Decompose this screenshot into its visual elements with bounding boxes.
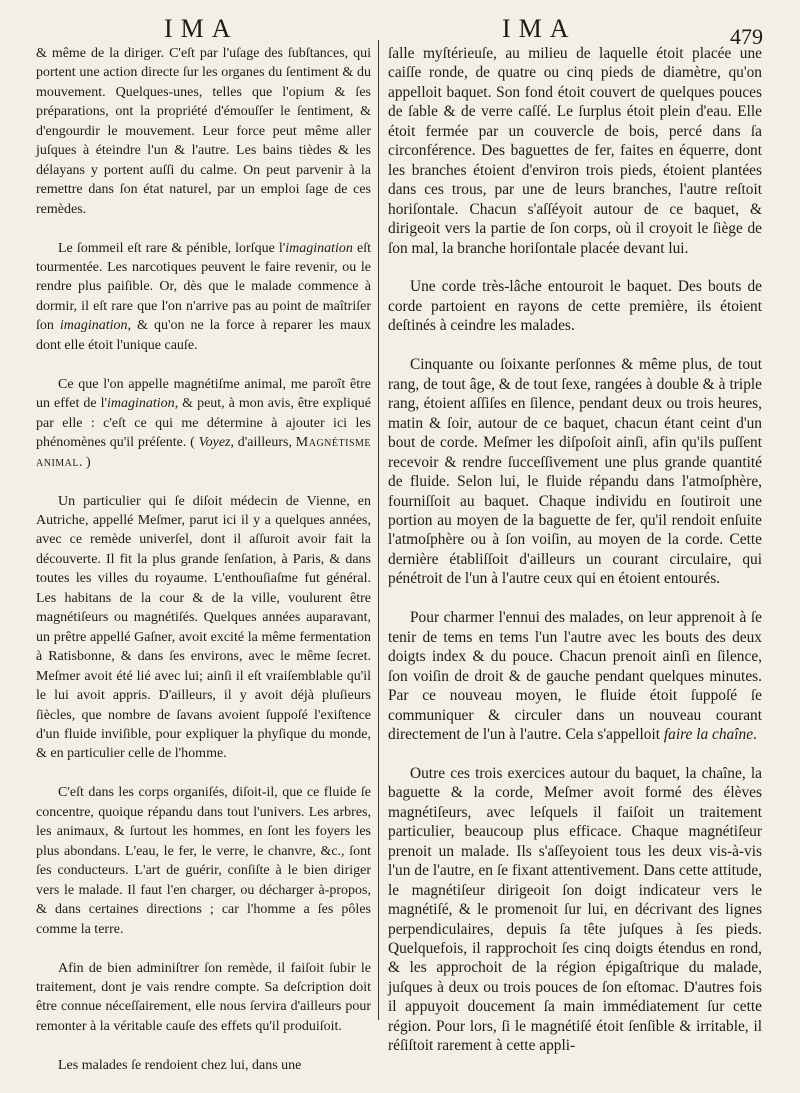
emphasis: imagination [285, 240, 353, 256]
emphasis: faire la chaîne [663, 726, 754, 743]
left-column [36, 44, 371, 1075]
text-run: , d'ailleurs, [230, 435, 296, 451]
paragraph: Une corde très-lâche entouroit le baquet. Des bouts de corde partoient en rayons de cette première, ils étoient deſtinés à ceindre les malades. [388, 278, 762, 335]
emphasis: Voyez [198, 435, 231, 451]
column-divider [378, 40, 379, 1020]
text-run: Ce que l'on appelle magnétiſme animal, me paroît être un effet de l' [36, 376, 371, 412]
cross-reference: Magnétisme animal [36, 435, 372, 470]
text-run: eſt tourmentée. Les narcotiques peuvent le faire revenir, ou le rendre plus paiſible. Or, dès que le malade commence à dormir, il eſt rare que l'on n'arrive pas au point de maîtriſer ſon [36, 240, 371, 334]
paragraph [36, 239, 371, 356]
running-title-right: IMA [502, 14, 577, 43]
emphasis: imagination [107, 396, 175, 412]
paragraph [36, 375, 371, 472]
text-run: , & qu'on ne la force à reparer les maux dont elle étoit l'unique cauſe. [36, 318, 371, 353]
paragraph [388, 608, 762, 744]
paragraph: Cinquante ou ſoixante perſonnes & même plus, de tout rang, de tout âge, & de tout ſexe, rangées à double & à triple rang, étoient aſſiſes en ſilence, pendant deux ou trois heures, matin & ſoir, autour de ce baquet, chacun étant ceint d'un bout de corde. Meſmer les diſpoſoit ainſi, afin qu'ils puſſent recevoir & rendre ſucceſſivement une plus grande quantité de fluide. Selon lui, le fluide répandu dans l'atmoſphère, fourniſſoit au baquet. Chaque individu en ſoutiroit une portion au moyen de la baguette de fer, qu'il rendoit enſuite l'atmoſphère ou à ſon voiſin, au moyen de la corde. Cette dernière établiſſoit d'ailleurs un courant circulaire, qui pénétroit de l'un à l'autre ceux qui en étoient entourés. [388, 356, 762, 588]
emphasis: imagination [59, 318, 128, 334]
paragraph: Afin de bien adminiſtrer ſon remède, il faiſoit ſubir le traitement, dont je vais rendre compte. Sa deſcription doit être connue néceſſairement, elle nous ſervira d'ailleurs pour remonter à la véritable cauſe des effets qu'il produiſoit. [36, 960, 371, 1034]
paragraph: Les malades ſe rendoient chez lui, dans une [58, 1057, 302, 1073]
text-run: . [753, 726, 757, 743]
right-column [388, 44, 762, 1056]
paragraph: & même de la diriger. C'eſt par l'uſage des ſubſtances, qui portent une action directe ſur les organes du ſentiment & du mouvement. Quelques-unes, telles que l'opium & ſes préparations, ont la propriété d'émouſſer le ſentiment, & d'engourdir le mouvement. Leur force peut même aller juſques à éteindre l'un & l'autre. Les bains tièdes & les délayans y portent auſſi du calme. On peut parvenir à la remettre dans ſon état naturel, par un emploi ſage de ces remèdes. [36, 46, 371, 217]
running-title-left: IMA [164, 14, 239, 43]
paragraph: Outre ces trois exercices autour du baquet, la chaîne, la baguette & la corde, Meſmer avoit formé des élèves magnétiſeurs, avec leſquels il faiſoit un traitement particulier, beaucoup plus efficace. Chaque magnétiſeur prenoit un malade. Ils s'aſſeyoient tous les deux vis-à-vis l'un de l'autre, en ſe fixant attentivement. Dans cette attitude, le magnétiſeur dirigeoit ſon doigt indicateur vers le magnétiſé, & le promenoit ſur lui, en décrivant des lignes perpendiculaires, depuis ſa tête juſques à ſes pieds. Quelquefois, il rapprochoit ſes cinq doigts étendus en rond, & les approchoit de la région épigaſtrique du malade, juſques à deux ou trois pouces de ſon eſtomac. D'autres fois il appuyoit doucement ſa main immédiatement ſur cette région. Pour lors, ſi le magnétiſé étoit ſenſible & irritable, il réſiſtoit rarement à cette appli- [388, 764, 762, 1055]
text-run: . ) [79, 454, 91, 470]
text-run: Le ſommeil eſt rare & pénible, lorſque l' [58, 240, 286, 256]
paragraph: ſalle myſtérieuſe, au milieu de laquelle étoit placée une caiſſe ronde, de quatre ou cinq pieds de diamètre, qu'on appelloit baquet. Son fond étoit couvert de quelques pouces de ſable & de verre caſſé. Le ſurplus étoit plein d'eau. Elle étoit fermée par un couvercle de bois, percé dans ſa circonférence. Des baguettes de fer, faites en équerre, dont les branches étoient d'environ trois pieds, étoient plantées dans ces trous, par une de leurs branches, l'autre reſtoit horiſontale. Chacun s'aſſéyoit autour de ce baquet, & dirigeoit vers la partie de ſon corps, où il croyoit le ſiège de ſon mal, la branche horiſontale placée devant lui. [388, 45, 762, 257]
page-number: 479 [730, 24, 763, 49]
text-run: Pour charmer l'ennui des malades, on leur apprenoit à ſe tenir de tems en tems l'un l'autre avec les bouts des deux doigts index & du pouce. Chacun prenoit ainſi en ſilence, ſon voiſin de droit & de gauche pendant quelques minutes. Par ce nouveau moyen, le fluide étoit ſuppoſé ſe communiquer & circuler dans un nouveau courant directement de l'un à l'autre. Cela s'appelloit [388, 609, 762, 743]
text-run: , & peut, à mon avis, être expliqué par elle : c'eſt ce qui me détermine à ajouter ici les phénomènes qu'il préſente. ( [36, 396, 372, 451]
paragraph: C'eſt dans les corps organiſés, diſoit-il, que ce fluide ſe concentre, quoique répandu dans tout l'univers. Les arbres, les animaux, & ſurtout les hommes, en ſont les foyers les plus abondans. L'eau, le fer, le verre, le chanvre, &c., ſont ſes conducteurs. L'art de guérir, conſiſte à le bien diriger vers le malade. Il faut l'en charger, ou décharger à-propos, & dans certaines directions ; car l'homme a ſes pôles comme la terre. [36, 785, 371, 937]
paragraph: Un particulier qui ſe diſoit médecin de Vienne, en Autriche, appellé Meſmer, parut ici il y a quelques années, avec ce remède univerſel, dont il aſſuroit avoir fait la découverte. Il fit la plus grande ſenſation, à Paris, & dans toutes les villes du royaume. L'enthouſiaſme fut général. Les habitans de la cour & de la ville, voulurent être magnétiſeurs ou magnétiſés. Quelques années auparavant, un prêtre appellé Gaſner, avoit excité la même fermentation à Ratisbonne, & dans ſes environs, avec le même ſecret. Meſmer avoit été lié avec lui; ainſi il eſt vraiſemblable qu'il le lui avoit appris. D'ailleurs, il y avoit déjà pluſieurs ſiècles, que nombre de ſavans avoient ſuppoſé l'exiſtence d'un fluide inviſible, pour expliquer la phyſique du monde, & en particulier celle de l'homme. [36, 493, 371, 762]
